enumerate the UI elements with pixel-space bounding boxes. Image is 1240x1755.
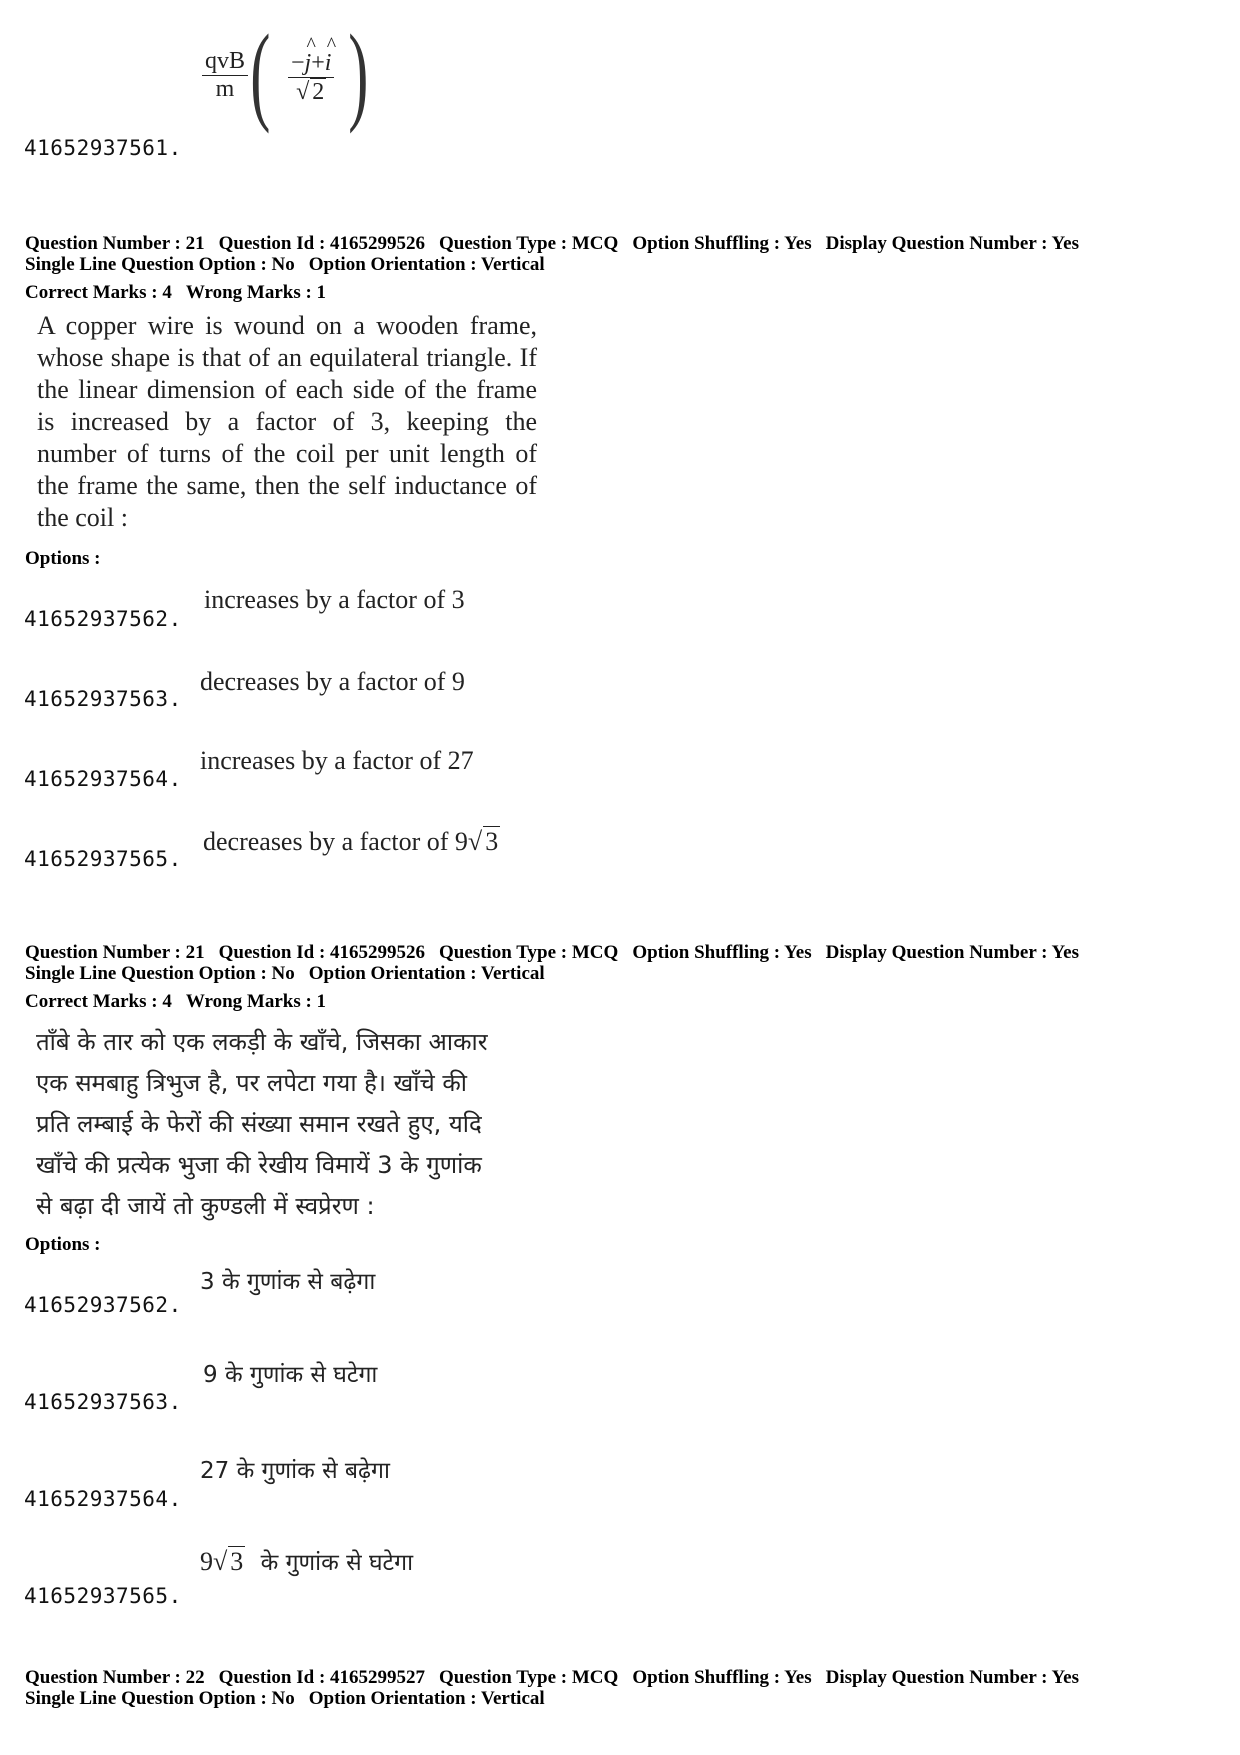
formula-unit-vector: $\frac{-\^{} j+\^{} i}{√ 2}$ <box>288 48 334 106</box>
option-id: 41652937562. <box>24 607 182 631</box>
option-text: 3 के गुणांक से बढ़ेगा <box>200 1269 376 1295</box>
option-id: 41652937562. <box>24 1293 182 1317</box>
option-text: 9 के गुणांक से घटेगा <box>203 1362 378 1388</box>
formula-coefficient: qvB m <box>202 48 248 103</box>
question-meta: Question Number : 21 Question Id : 4165299526 Question Type : MCQ Option Shuffling : Yes Display Question Number : Yes Single Line Question Option : No Option Orientation : Vertical Correct Marks : 4 Wrong Marks : 1 <box>25 233 1079 303</box>
formula <box>200 12 370 142</box>
option-text: increases by a factor of 27 <box>200 746 474 775</box>
question-meta: Question Number : 21 Question Id : 4165299526 Question Type : MCQ Option Shuffling : Yes Display Question Number : Yes Single Line Question Option : No Option Orientation : Vertical Correct Marks : 4 Wrong Marks : 1 <box>25 942 1079 1012</box>
option-text: decreases by a factor of 9 <box>200 667 465 696</box>
question-meta: Question Number : 22 Question Id : 4165299527 Question Type : MCQ Option Shuffling : Yes Display Question Number : Yes Single Line Question Option : No Option Orientation : Vertical <box>25 1667 1079 1709</box>
option-id: 41652937563. <box>24 1390 182 1414</box>
option-text: increases by a factor of 3 <box>204 585 465 614</box>
options-label: Options : <box>25 548 101 569</box>
option-text: 9√ 3 के गुणांक से घटेगा <box>200 1547 414 1576</box>
options-label: Options : <box>25 1234 101 1255</box>
right-paren: ) <box>348 12 369 134</box>
option-id: 41652937564. <box>24 767 182 791</box>
question-text: A copper wire is wound on a wooden frame, whose shape is that of an equilateral triangle. If the linear dimension of each side of the frame is increased by a factor of 3, keeping the number of turns of the coil per unit length of the frame the same, then the self inductance of the coil : <box>37 311 537 532</box>
option-id: 41652937561. <box>24 136 182 160</box>
option-text: decreases by a factor of 9√ 3 <box>203 827 499 856</box>
left-paren: ( <box>250 12 271 134</box>
option-id: 41652937563. <box>24 687 182 711</box>
option-id: 41652937565. <box>24 847 182 871</box>
option-text: 27 के गुणांक से बढ़ेगा <box>200 1458 390 1484</box>
question-text-hindi: ताँबे के तार को एक लकड़ी के खाँचे, जिसका आकार एक समबाहु त्रिभुज है, पर लपेटा गया है। खाँचे की प्रति लम्बाई के फेरों की संख्या समान रखते हुए, यदि खाँचे की प्रत्येक भुजा की रेखीय विमायें 3 के गुणांक से बढ़ा दी जायें तो कुण्डली में स्वप्रेरण : <box>36 1028 488 1220</box>
option-id: 41652937564. <box>24 1487 182 1511</box>
option-id: 41652937565. <box>24 1584 182 1608</box>
